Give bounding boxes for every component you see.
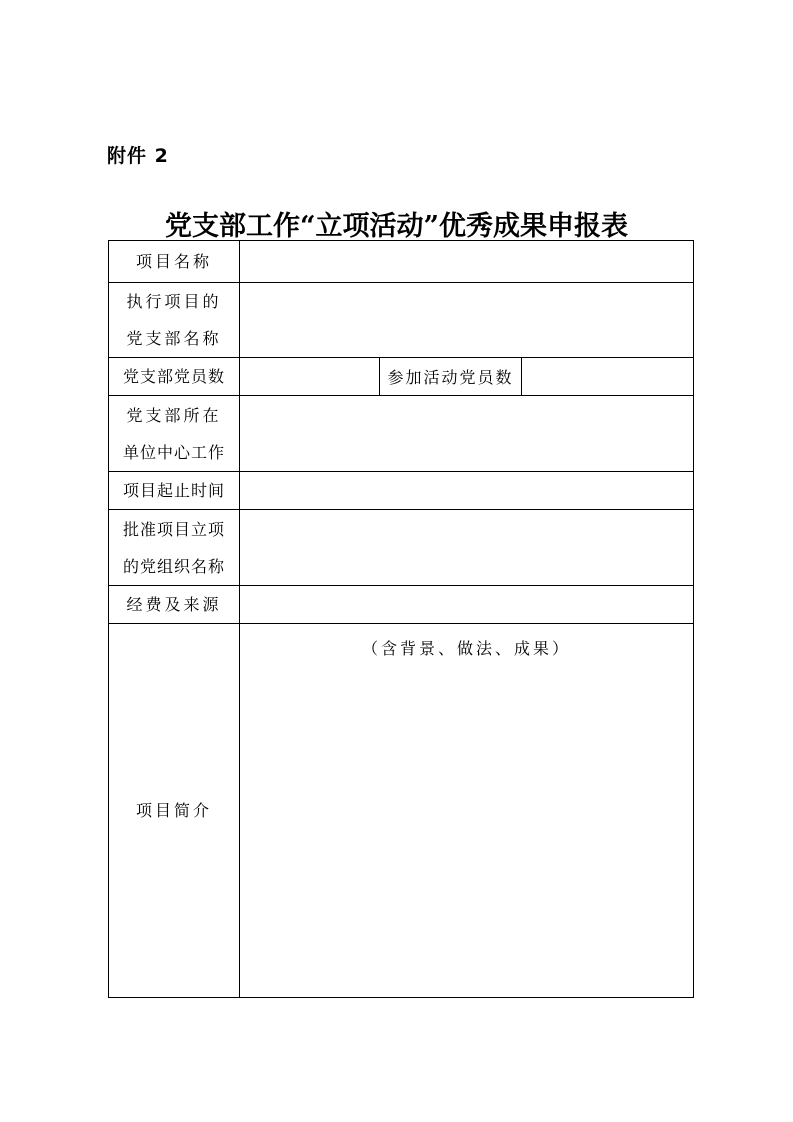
branch-name-label: 执行项目的 党支部名称 bbox=[109, 283, 240, 358]
row-project-name bbox=[109, 241, 694, 283]
branch-name-field[interactable] bbox=[240, 283, 694, 358]
member-count-field[interactable] bbox=[240, 358, 380, 396]
application-form-table bbox=[108, 240, 694, 998]
project-name-label: 项目名称 bbox=[109, 241, 240, 283]
participant-count-field[interactable] bbox=[522, 358, 694, 396]
row-summary bbox=[109, 624, 694, 998]
unit-label: 党支部所在 单位中心工作 bbox=[109, 396, 240, 472]
funding-label: 经费及来源 bbox=[109, 586, 240, 624]
summary-note: （含背景、做法、成果） bbox=[362, 639, 572, 658]
row-approver bbox=[109, 510, 694, 586]
participant-count-label: 参加活动党员数 bbox=[380, 358, 522, 396]
row-member-counts bbox=[109, 358, 694, 396]
attachment-label: 附件 2 bbox=[107, 145, 169, 167]
period-field[interactable] bbox=[240, 472, 694, 510]
summary-label: 项目简介 bbox=[109, 624, 240, 998]
approver-field[interactable] bbox=[240, 510, 694, 586]
row-funding bbox=[109, 586, 694, 624]
form-title: 党支部工作“立项活动”优秀成果申报表 bbox=[164, 211, 629, 242]
project-name-field[interactable] bbox=[240, 241, 694, 283]
summary-field[interactable] bbox=[240, 624, 694, 998]
funding-field[interactable] bbox=[240, 586, 694, 624]
approver-label: 批准项目立项 的党组织名称 bbox=[109, 510, 240, 586]
row-branch-name bbox=[109, 283, 694, 358]
unit-field[interactable] bbox=[240, 396, 694, 472]
member-count-label: 党支部党员数 bbox=[109, 358, 240, 396]
period-label: 项目起止时间 bbox=[109, 472, 240, 510]
row-unit bbox=[109, 396, 694, 472]
row-period bbox=[109, 472, 694, 510]
